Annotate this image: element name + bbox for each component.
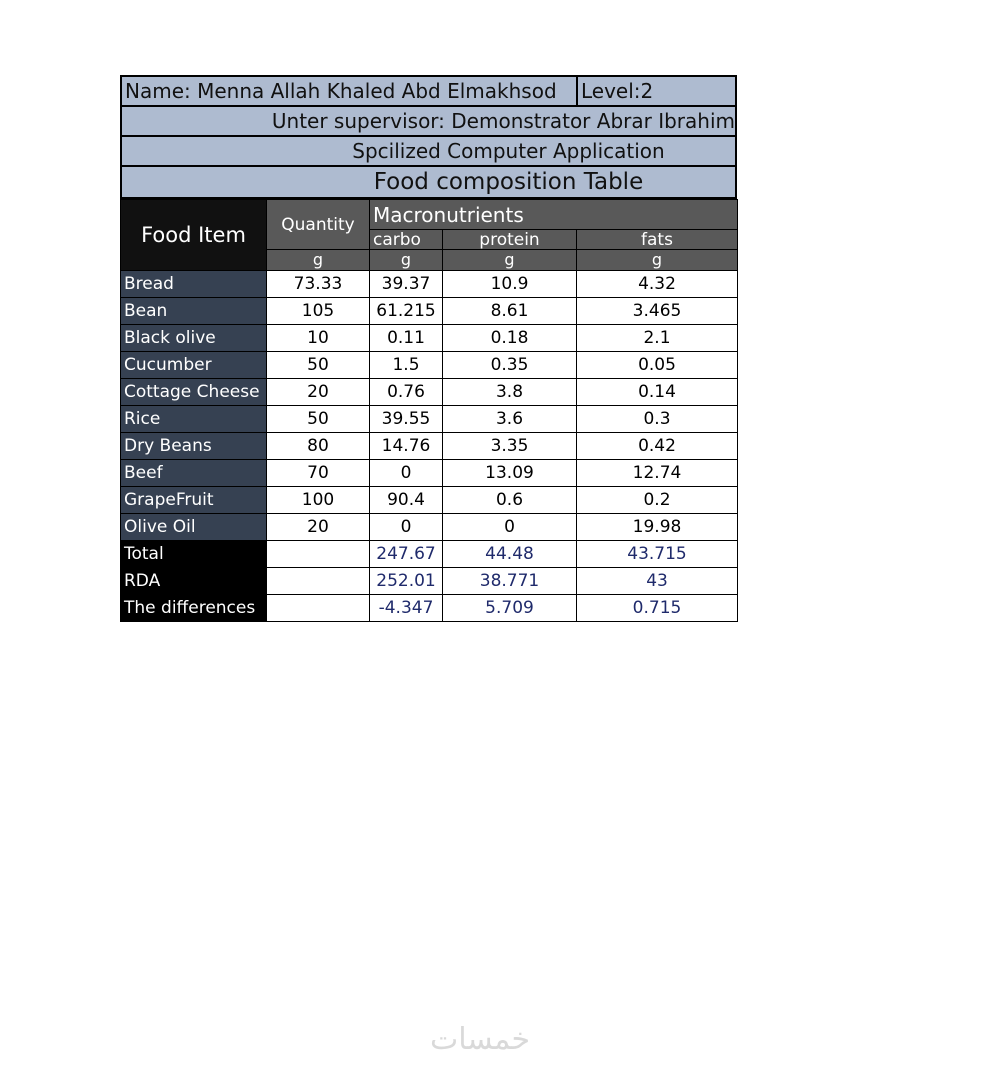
summary-carbo-cell: -4.347: [370, 595, 443, 622]
header-carbo: carbo: [370, 230, 443, 250]
food-item-cell: Bean: [121, 298, 267, 325]
food-composition-sheet: [120, 75, 737, 622]
carbo-cell: 61.215: [370, 298, 443, 325]
header-macronutrients: Macronutrients: [370, 200, 738, 230]
unit-quantity: g: [267, 250, 370, 271]
header-quantity: Quantity: [267, 200, 370, 250]
carbo-cell: 14.76: [370, 433, 443, 460]
student-name: Name: Menna Allah Khaled Abd Elmakhsod: [122, 77, 578, 105]
table-row: [121, 406, 738, 433]
quantity-cell: 10: [267, 325, 370, 352]
fats-cell: 19.98: [577, 514, 738, 541]
protein-cell: 3.35: [443, 433, 577, 460]
summary-fats-cell: 0.715: [577, 595, 738, 622]
food-item-cell: Dry Beans: [121, 433, 267, 460]
fats-cell: 0.3: [577, 406, 738, 433]
fats-cell: 0.14: [577, 379, 738, 406]
summary-carbo-cell: 247.67: [370, 541, 443, 568]
composition-table: [120, 199, 738, 622]
protein-cell: 3.8: [443, 379, 577, 406]
protein-cell: 0.18: [443, 325, 577, 352]
protein-cell: 0: [443, 514, 577, 541]
course-row: Spcilized Computer Application: [120, 137, 737, 167]
carbo-cell: 0: [370, 460, 443, 487]
table-title: Food composition Table: [120, 167, 737, 199]
table-row: [121, 487, 738, 514]
summary-protein-cell: 5.709: [443, 595, 577, 622]
quantity-cell: 73.33: [267, 271, 370, 298]
quantity-cell: 70: [267, 460, 370, 487]
carbo-cell: 0.76: [370, 379, 443, 406]
carbo-cell: 39.37: [370, 271, 443, 298]
carbo-cell: 90.4: [370, 487, 443, 514]
food-item-cell: Olive Oil: [121, 514, 267, 541]
summary-protein-cell: 38.771: [443, 568, 577, 595]
carbo-cell: 0.11: [370, 325, 443, 352]
food-item-cell: Black olive: [121, 325, 267, 352]
table-row: [121, 271, 738, 298]
name-row: [120, 75, 737, 107]
summary-fats-cell: 43.715: [577, 541, 738, 568]
summary-row: [121, 595, 738, 622]
fats-cell: 0.05: [577, 352, 738, 379]
summary-quantity-empty: [267, 595, 370, 622]
fats-cell: 4.32: [577, 271, 738, 298]
protein-cell: 13.09: [443, 460, 577, 487]
fats-cell: 0.42: [577, 433, 738, 460]
header-fats: fats: [577, 230, 738, 250]
unit-protein: g: [443, 250, 577, 271]
carbo-cell: 39.55: [370, 406, 443, 433]
food-item-cell: GrapeFruit: [121, 487, 267, 514]
summary-carbo-cell: 252.01: [370, 568, 443, 595]
protein-cell: 10.9: [443, 271, 577, 298]
summary-row: [121, 541, 738, 568]
table-row: [121, 379, 738, 406]
quantity-cell: 20: [267, 379, 370, 406]
food-item-cell: Bread: [121, 271, 267, 298]
summary-quantity-empty: [267, 541, 370, 568]
food-item-cell: Rice: [121, 406, 267, 433]
quantity-cell: 100: [267, 487, 370, 514]
fats-cell: 3.465: [577, 298, 738, 325]
table-row: [121, 352, 738, 379]
protein-cell: 3.6: [443, 406, 577, 433]
quantity-cell: 50: [267, 406, 370, 433]
food-item-cell: Beef: [121, 460, 267, 487]
summary-fats-cell: 43: [577, 568, 738, 595]
summary-label: Total: [121, 541, 267, 568]
quantity-cell: 50: [267, 352, 370, 379]
summary-quantity-empty: [267, 568, 370, 595]
quantity-cell: 80: [267, 433, 370, 460]
summary-row: [121, 568, 738, 595]
summary-protein-cell: 44.48: [443, 541, 577, 568]
fats-cell: 12.74: [577, 460, 738, 487]
supervisor-row: Unter supervisor: Demonstrator Abrar Ibrahim: [120, 107, 737, 137]
unit-carbo: g: [370, 250, 443, 271]
table-row: [121, 298, 738, 325]
protein-cell: 0.6: [443, 487, 577, 514]
protein-cell: 8.61: [443, 298, 577, 325]
table-row: [121, 460, 738, 487]
header-food-item: Food Item: [121, 200, 267, 271]
table-row: [121, 433, 738, 460]
level-label: Level:2: [581, 79, 654, 103]
protein-cell: 0.35: [443, 352, 577, 379]
food-item-cell: Cottage Cheese: [121, 379, 267, 406]
header-protein: protein: [443, 230, 577, 250]
unit-fats: g: [577, 250, 738, 271]
quantity-cell: 20: [267, 514, 370, 541]
carbo-cell: 1.5: [370, 352, 443, 379]
summary-label: The differences: [121, 595, 267, 622]
table-row: [121, 514, 738, 541]
watermark-logo: خمسات: [430, 1022, 531, 1057]
fats-cell: 0.2: [577, 487, 738, 514]
table-row: [121, 325, 738, 352]
carbo-cell: 0: [370, 514, 443, 541]
food-item-cell: Cucumber: [121, 352, 267, 379]
quantity-cell: 105: [267, 298, 370, 325]
fats-cell: 2.1: [577, 325, 738, 352]
summary-label: RDA: [121, 568, 267, 595]
